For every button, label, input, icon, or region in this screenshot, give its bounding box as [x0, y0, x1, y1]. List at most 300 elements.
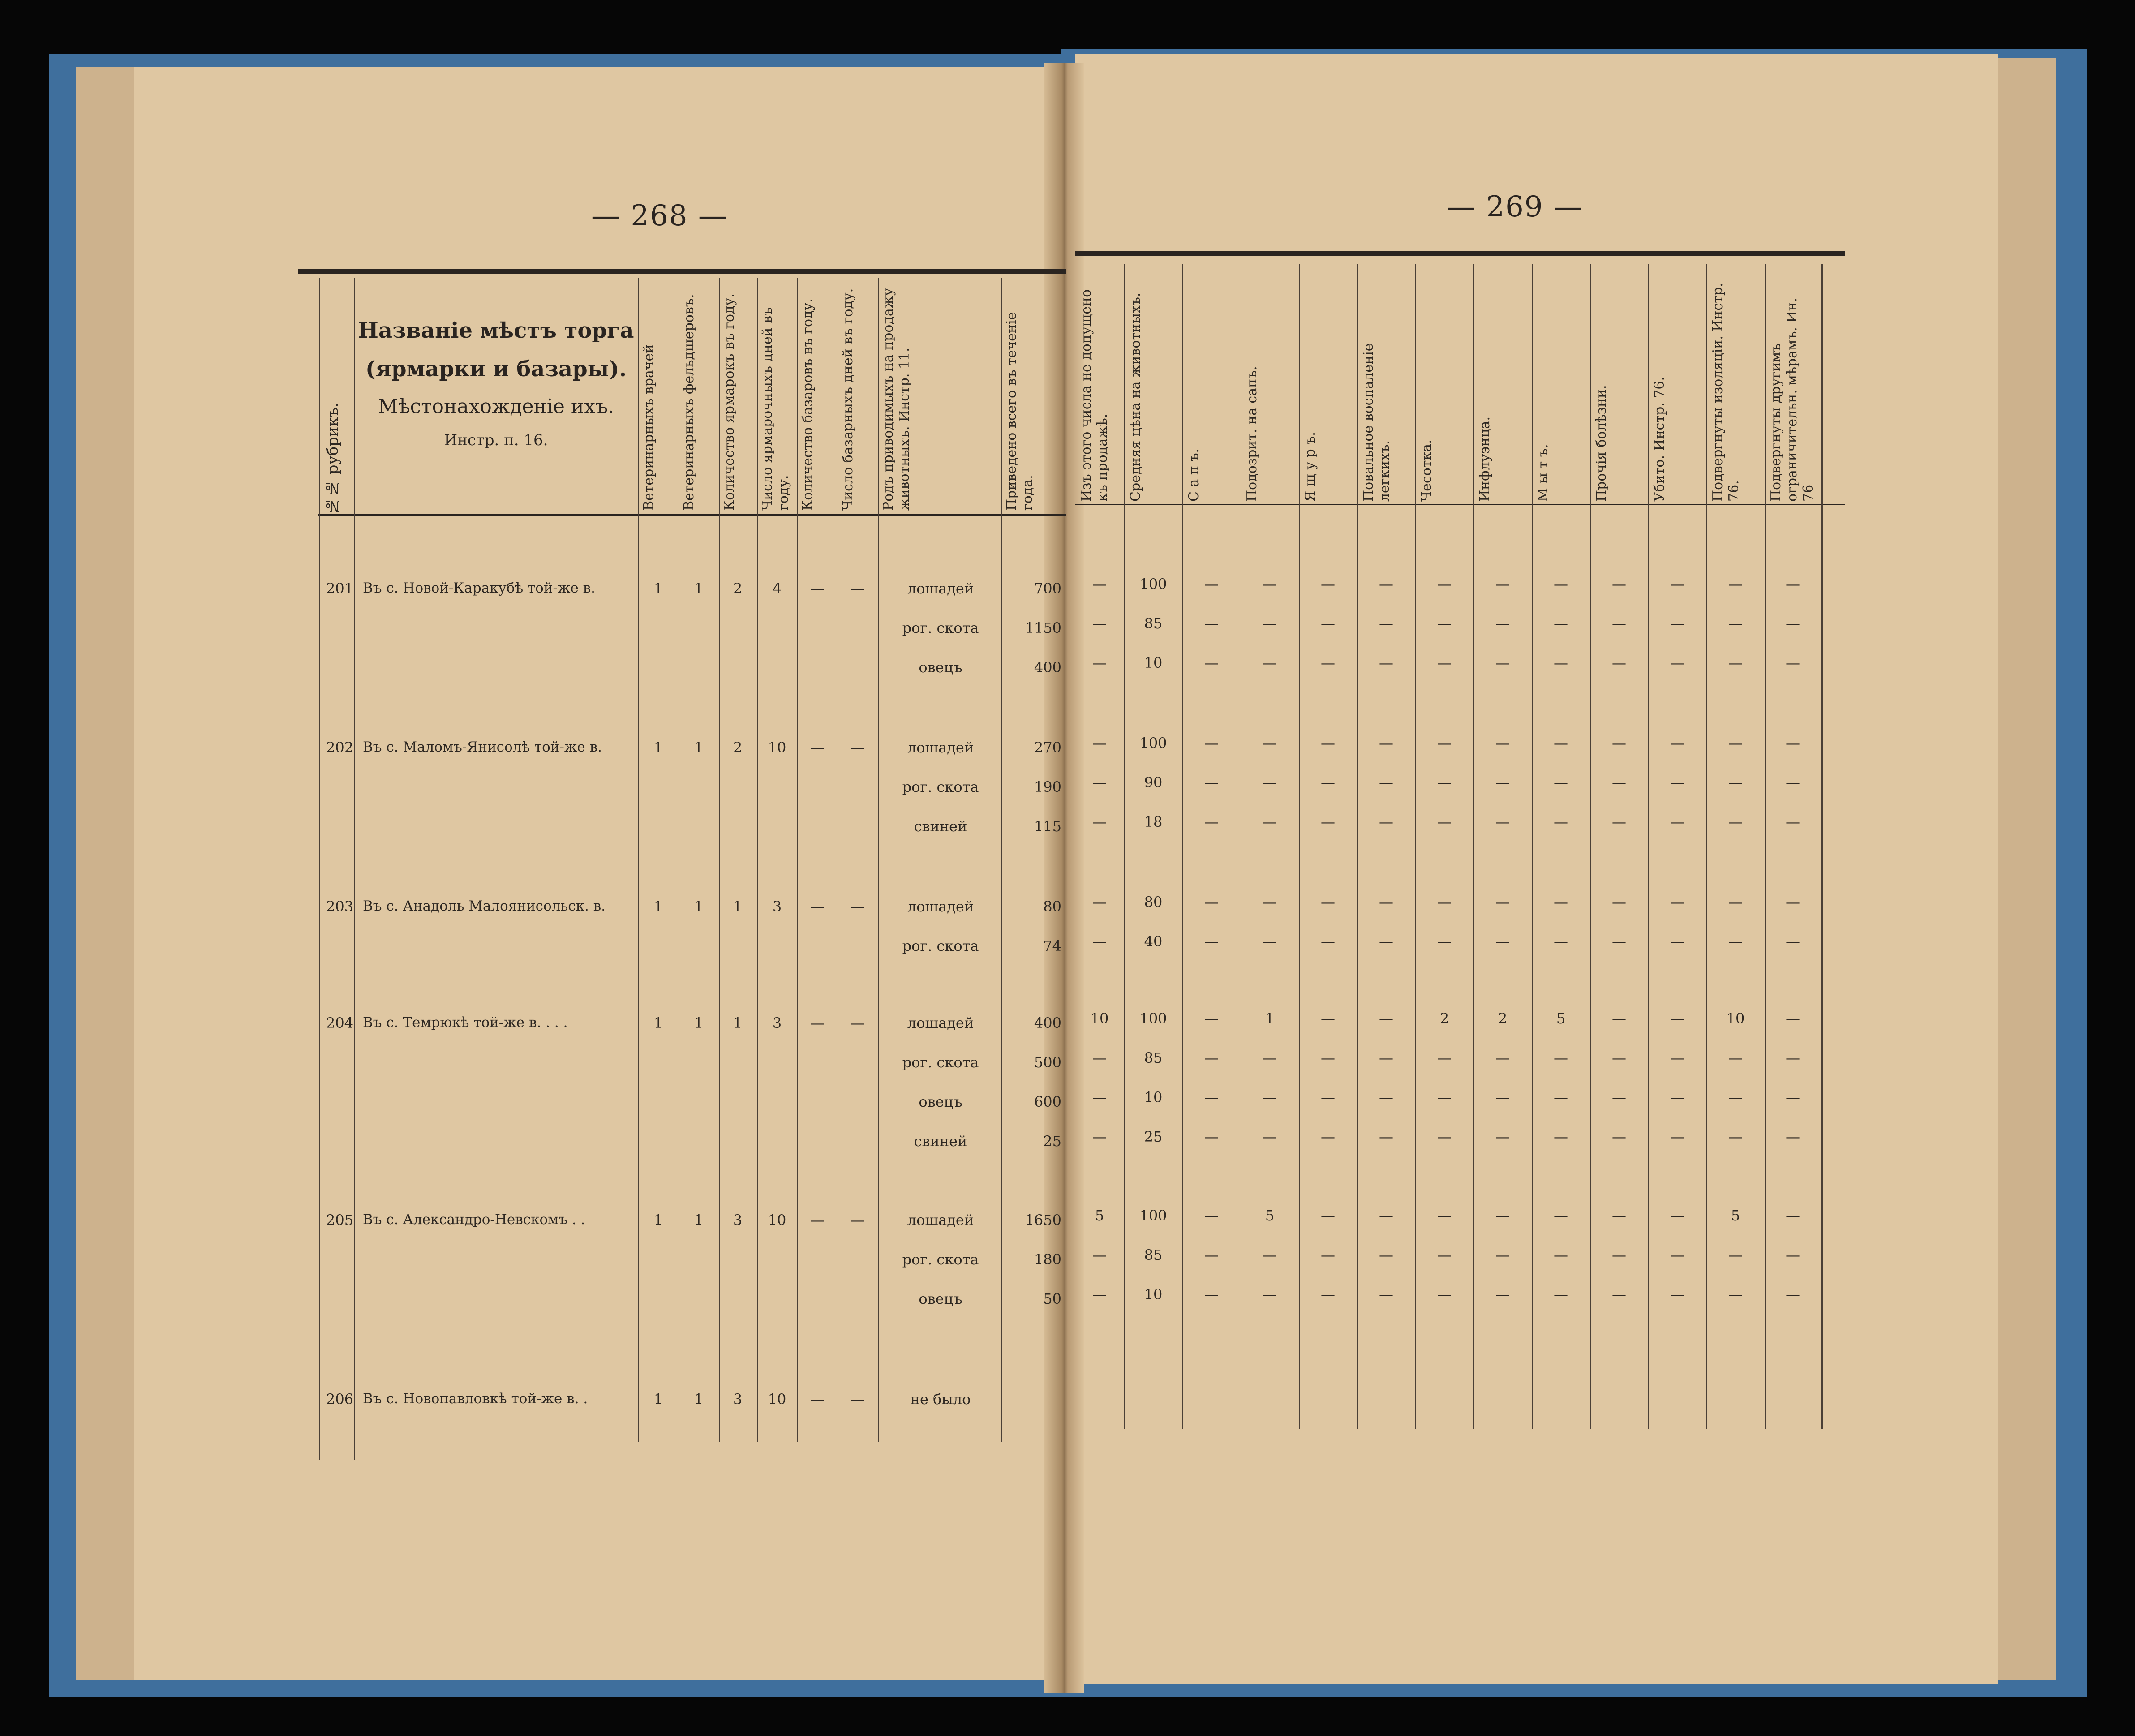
- right-col-line: [1415, 264, 1416, 1429]
- stat-cell: —: [1786, 1010, 1800, 1027]
- row-number: 204: [326, 1014, 354, 1031]
- stat-cell: —: [1495, 1246, 1510, 1263]
- animal-total: 1150: [1025, 619, 1061, 636]
- stat-cell: —: [1554, 1089, 1568, 1106]
- left-col-line: [797, 278, 798, 1442]
- stat-cell: —: [1204, 654, 1219, 671]
- right-col-line: [1706, 264, 1707, 1429]
- stat-cell: —: [1554, 615, 1568, 632]
- stat-cell: —: [1437, 615, 1452, 632]
- stat-cell: 5: [1731, 1207, 1740, 1224]
- stat-cell: —: [1786, 1286, 1800, 1303]
- stat-cell: —: [1786, 576, 1800, 593]
- stat-cell: —: [1670, 654, 1684, 671]
- stat-cell: —: [1263, 933, 1277, 950]
- right-col-line: [1590, 264, 1591, 1429]
- left-col-line: [354, 278, 355, 1460]
- stat-cell: —: [1612, 654, 1626, 671]
- count-cell: 1: [653, 898, 663, 915]
- stat-cell: —: [1670, 1207, 1684, 1224]
- row-number: 202: [326, 739, 354, 756]
- stat-cell: —: [1379, 813, 1393, 830]
- stat-cell: —: [1495, 1128, 1510, 1145]
- header-column-label: М ы т ъ.: [1535, 444, 1551, 502]
- stat-cell: —: [1204, 576, 1219, 593]
- animal-kind: не было: [910, 1391, 971, 1408]
- stat-cell: 85: [1144, 615, 1163, 632]
- animal-kind: лошадей: [907, 739, 974, 756]
- stat-cell: —: [1495, 894, 1510, 911]
- stat-cell: —: [1670, 1246, 1684, 1263]
- stat-cell: —: [1204, 774, 1219, 791]
- stat-cell: —: [1092, 933, 1107, 950]
- stat-cell: —: [1495, 813, 1510, 830]
- stat-cell: —: [1379, 1089, 1393, 1106]
- header-column-label: Я щ у р ъ.: [1302, 432, 1318, 502]
- header-title-line-1: Названіе мѣстъ торга: [358, 318, 634, 343]
- stat-cell: —: [1786, 735, 1800, 752]
- stat-cell: —: [1554, 1246, 1568, 1263]
- header-column-label: Ветеринарныхъ фельдшеровъ.: [681, 294, 697, 511]
- stat-cell: —: [1786, 933, 1800, 950]
- header-column-label: Подвергнуты другимъ ограничительн. мѣрамъ. Ин. 76: [1768, 297, 1816, 502]
- stat-cell: —: [1728, 933, 1743, 950]
- stat-cell: —: [1670, 1049, 1684, 1066]
- stat-cell: —: [1321, 774, 1335, 791]
- place-name: Въ с. Маломъ-Янисолѣ той-же в.: [363, 739, 602, 755]
- count-cell: 1: [653, 1391, 663, 1408]
- stat-cell: —: [1379, 933, 1393, 950]
- count-cell: —: [810, 1212, 825, 1229]
- count-cell: 1: [653, 580, 663, 597]
- stat-cell: —: [1728, 1049, 1743, 1066]
- place-name: Въ с. Анадоль Малоянисольск. в.: [363, 898, 606, 914]
- row-number: 206: [326, 1391, 354, 1408]
- stat-cell: —: [1612, 933, 1626, 950]
- stat-cell: —: [1786, 1246, 1800, 1263]
- stat-cell: —: [1786, 1089, 1800, 1106]
- header-column-label: Инфлуэнца.: [1477, 417, 1493, 502]
- stat-cell: —: [1554, 654, 1568, 671]
- header-column-label: Приведено всего въ теченіе года.: [1004, 312, 1035, 511]
- animal-total: 180: [1034, 1251, 1061, 1268]
- stat-cell: 5: [1556, 1010, 1566, 1027]
- stat-cell: —: [1786, 774, 1800, 791]
- stat-cell: —: [1204, 1049, 1219, 1066]
- stat-cell: 90: [1144, 774, 1163, 791]
- stat-cell: —: [1321, 1128, 1335, 1145]
- stat-cell: —: [1379, 654, 1393, 671]
- stat-cell: —: [1612, 774, 1626, 791]
- stat-cell: —: [1612, 1207, 1626, 1224]
- stat-cell: —: [1495, 1049, 1510, 1066]
- stat-cell: —: [1786, 813, 1800, 830]
- stat-cell: —: [1321, 615, 1335, 632]
- right-col-line: [1765, 264, 1766, 1429]
- stat-cell: —: [1092, 1049, 1107, 1066]
- stat-cell: —: [1321, 576, 1335, 593]
- header-title-block: [354, 318, 638, 449]
- stat-cell: —: [1670, 735, 1684, 752]
- stat-cell: —: [1612, 1286, 1626, 1303]
- stat-cell: —: [1263, 735, 1277, 752]
- stat-cell: —: [1495, 774, 1510, 791]
- stat-cell: —: [1263, 615, 1277, 632]
- stat-cell: —: [1786, 1207, 1800, 1224]
- right-col-line: [1299, 264, 1300, 1429]
- stat-cell: —: [1437, 576, 1452, 593]
- count-cell: 1: [653, 739, 663, 756]
- count-cell: 2: [733, 739, 743, 756]
- stat-cell: —: [1786, 1128, 1800, 1145]
- stat-cell: —: [1263, 1128, 1277, 1145]
- header-rubric: №№ рубрикъ.: [324, 402, 342, 515]
- stat-cell: —: [1092, 1246, 1107, 1263]
- stat-cell: —: [1437, 774, 1452, 791]
- animal-total: 700: [1034, 580, 1061, 597]
- stat-cell: —: [1204, 1286, 1219, 1303]
- animal-total: 500: [1034, 1054, 1061, 1071]
- stat-cell: 10: [1726, 1010, 1745, 1027]
- right-col-line: [1473, 264, 1474, 1429]
- stat-cell: —: [1786, 654, 1800, 671]
- stat-cell: —: [1379, 576, 1393, 593]
- count-cell: —: [810, 739, 825, 756]
- stat-cell: 18: [1144, 813, 1163, 830]
- stat-cell: —: [1092, 774, 1107, 791]
- stat-cell: —: [1728, 774, 1743, 791]
- count-cell: 3: [733, 1212, 743, 1229]
- stat-cell: —: [1204, 1207, 1219, 1224]
- count-cell: 1: [694, 739, 704, 756]
- animal-total: 74: [1043, 937, 1061, 954]
- stat-cell: —: [1321, 1010, 1335, 1027]
- stat-cell: —: [1092, 576, 1107, 593]
- animal-kind: лошадей: [907, 1014, 974, 1031]
- stat-cell: —: [1495, 1207, 1510, 1224]
- stat-cell: —: [1379, 1049, 1393, 1066]
- stat-cell: —: [1321, 654, 1335, 671]
- header-column-label: Количество базаровъ въ году.: [800, 298, 816, 511]
- left-table-top-rule: [298, 269, 1066, 274]
- stat-cell: —: [1554, 1128, 1568, 1145]
- stat-cell: —: [1612, 813, 1626, 830]
- stat-cell: —: [1728, 894, 1743, 911]
- animal-kind: рог. скота: [902, 1251, 979, 1268]
- animal-kind: свиней: [914, 818, 967, 835]
- header-column-label: Подозрит. на сапъ.: [1244, 366, 1260, 502]
- stat-cell: —: [1379, 615, 1393, 632]
- stat-cell: 100: [1139, 1207, 1167, 1224]
- animal-kind: овецъ: [919, 1093, 962, 1110]
- left-col-line: [757, 278, 758, 1442]
- count-cell: 1: [653, 1212, 663, 1229]
- stat-cell: —: [1379, 1246, 1393, 1263]
- stat-cell: —: [1495, 735, 1510, 752]
- stat-cell: —: [1670, 1286, 1684, 1303]
- right-table-border: [1821, 264, 1823, 1429]
- count-cell: 3: [772, 1014, 782, 1031]
- row-number: 205: [326, 1212, 354, 1229]
- animal-kind: овецъ: [919, 659, 962, 676]
- animal-total: 400: [1034, 659, 1061, 676]
- stat-cell: —: [1437, 813, 1452, 830]
- stat-cell: 5: [1265, 1207, 1275, 1224]
- animal-kind: лошадей: [907, 1212, 974, 1229]
- stat-cell: —: [1204, 1246, 1219, 1263]
- stat-cell: —: [1321, 813, 1335, 830]
- stat-cell: —: [1670, 576, 1684, 593]
- header-column-label: Количество ярмарокъ въ году.: [722, 293, 737, 511]
- stat-cell: —: [1728, 654, 1743, 671]
- stat-cell: —: [1204, 615, 1219, 632]
- stat-cell: —: [1321, 1286, 1335, 1303]
- count-cell: —: [851, 580, 865, 597]
- stat-cell: —: [1612, 735, 1626, 752]
- header-column-label: Повальное воспаленіе легкихъ.: [1361, 343, 1392, 502]
- stat-cell: —: [1263, 1049, 1277, 1066]
- animal-kind: рог. скота: [902, 778, 979, 795]
- right-col-line: [1357, 264, 1358, 1429]
- stat-cell: —: [1670, 774, 1684, 791]
- animal-kind: свиней: [914, 1133, 967, 1150]
- left-col-line: [638, 278, 639, 1442]
- stat-cell: 85: [1144, 1049, 1163, 1066]
- stat-cell: —: [1263, 1286, 1277, 1303]
- count-cell: —: [810, 1014, 825, 1031]
- stat-cell: —: [1554, 933, 1568, 950]
- stat-cell: 100: [1139, 1010, 1167, 1027]
- stat-cell: —: [1670, 813, 1684, 830]
- stat-cell: —: [1728, 813, 1743, 830]
- count-cell: 1: [694, 1391, 704, 1408]
- stat-cell: —: [1437, 894, 1452, 911]
- animal-kind: рог. скота: [902, 937, 979, 954]
- header-title-line-2: (ярмарки и базары).: [365, 357, 627, 382]
- header-column-label: Подвергнуты изоляціи. Инстр. 76.: [1710, 283, 1742, 502]
- count-cell: —: [851, 1014, 865, 1031]
- stat-cell: —: [1728, 735, 1743, 752]
- header-column-label: Изъ этого числа не допущено къ продажѣ.: [1078, 289, 1110, 502]
- left-col-line: [719, 278, 720, 1442]
- place-name: Въ с. Новопавловкѣ той-же в. .: [363, 1391, 588, 1407]
- right-table-top-rule: [1075, 251, 1845, 256]
- count-cell: —: [810, 580, 825, 597]
- stat-cell: —: [1321, 735, 1335, 752]
- row-number: 203: [326, 898, 354, 915]
- stat-cell: —: [1437, 735, 1452, 752]
- count-cell: 10: [768, 1391, 786, 1408]
- stat-cell: 10: [1144, 1286, 1163, 1303]
- right-page-edges: [1989, 58, 2056, 1680]
- count-cell: 1: [694, 580, 704, 597]
- stat-cell: 100: [1139, 735, 1167, 752]
- stat-cell: —: [1495, 933, 1510, 950]
- count-cell: 10: [768, 1212, 786, 1229]
- stat-cell: —: [1321, 1049, 1335, 1066]
- stat-cell: —: [1670, 615, 1684, 632]
- stat-cell: —: [1263, 813, 1277, 830]
- stat-cell: —: [1437, 1049, 1452, 1066]
- stat-cell: —: [1612, 1246, 1626, 1263]
- stat-cell: —: [1263, 1089, 1277, 1106]
- count-cell: —: [851, 739, 865, 756]
- animal-kind: лошадей: [907, 898, 974, 915]
- stat-cell: —: [1379, 1286, 1393, 1303]
- stat-cell: —: [1612, 615, 1626, 632]
- stat-cell: —: [1204, 1128, 1219, 1145]
- left-table-border: [319, 278, 320, 1460]
- stat-cell: —: [1786, 894, 1800, 911]
- row-number: 201: [326, 580, 354, 597]
- stat-cell: —: [1612, 576, 1626, 593]
- animal-kind: лошадей: [907, 580, 974, 597]
- header-column-label: Число базарныхъ дней въ году.: [840, 288, 856, 511]
- animal-total: 270: [1034, 739, 1061, 756]
- stat-cell: 80: [1144, 894, 1163, 911]
- stat-cell: —: [1728, 576, 1743, 593]
- stat-cell: —: [1263, 576, 1277, 593]
- stat-cell: —: [1379, 894, 1393, 911]
- stat-cell: —: [1437, 1089, 1452, 1106]
- right-col-line: [1182, 264, 1183, 1429]
- header-column-label: Чесотка.: [1419, 439, 1435, 502]
- stat-cell: —: [1728, 1128, 1743, 1145]
- place-name: Въ с. Новой-Каракубѣ той-же в.: [363, 580, 595, 596]
- stat-cell: 25: [1144, 1128, 1163, 1145]
- stat-cell: —: [1554, 774, 1568, 791]
- stat-cell: —: [1092, 615, 1107, 632]
- stat-cell: —: [1092, 1286, 1107, 1303]
- header-title-line-3: Мѣстонахожденіе ихъ.: [378, 395, 614, 418]
- animal-total: 80: [1043, 898, 1061, 915]
- count-cell: 2: [733, 580, 743, 597]
- stat-cell: —: [1437, 933, 1452, 950]
- stat-cell: —: [1204, 813, 1219, 830]
- count-cell: —: [851, 898, 865, 915]
- count-cell: 4: [772, 580, 782, 597]
- count-cell: 1: [733, 898, 743, 915]
- stat-cell: —: [1728, 1286, 1743, 1303]
- header-column-label: Прочія болѣзни.: [1594, 385, 1609, 502]
- count-cell: 1: [653, 1014, 663, 1031]
- stat-cell: 10: [1090, 1010, 1109, 1027]
- stat-cell: —: [1554, 1049, 1568, 1066]
- stat-cell: —: [1321, 1089, 1335, 1106]
- stat-cell: —: [1092, 813, 1107, 830]
- header-column-label: Родъ приводимыхъ на продажу животныхъ. Инстр. 11.: [881, 288, 912, 511]
- stat-cell: —: [1437, 1207, 1452, 1224]
- stat-cell: —: [1263, 654, 1277, 671]
- stat-cell: —: [1554, 1286, 1568, 1303]
- stat-cell: —: [1612, 1128, 1626, 1145]
- stat-cell: —: [1321, 1246, 1335, 1263]
- stat-cell: 10: [1144, 654, 1163, 671]
- stat-cell: 2: [1498, 1010, 1508, 1027]
- count-cell: 3: [772, 898, 782, 915]
- animal-kind: овецъ: [919, 1290, 962, 1307]
- stat-cell: —: [1495, 1089, 1510, 1106]
- stat-cell: —: [1263, 774, 1277, 791]
- stat-cell: —: [1437, 1128, 1452, 1145]
- count-cell: 3: [733, 1391, 743, 1408]
- animal-total: 400: [1034, 1014, 1061, 1031]
- stat-cell: —: [1379, 774, 1393, 791]
- header-title-line-4: Инстр. п. 16.: [444, 431, 548, 449]
- stat-cell: —: [1554, 735, 1568, 752]
- stat-cell: —: [1263, 894, 1277, 911]
- stat-cell: —: [1670, 1128, 1684, 1145]
- stat-cell: —: [1670, 894, 1684, 911]
- animal-total: 190: [1034, 778, 1061, 795]
- count-cell: —: [810, 898, 825, 915]
- stat-cell: —: [1321, 1207, 1335, 1224]
- stat-cell: 1: [1265, 1010, 1275, 1027]
- page-number-right: — 269 —: [1447, 190, 1583, 223]
- count-cell: 1: [733, 1014, 743, 1031]
- stat-cell: —: [1379, 735, 1393, 752]
- right-col-line: [1124, 264, 1125, 1429]
- stat-cell: —: [1204, 1089, 1219, 1106]
- right-col-line: [1648, 264, 1649, 1429]
- stat-cell: —: [1612, 1010, 1626, 1027]
- animal-kind: рог. скота: [902, 1054, 979, 1071]
- stat-cell: —: [1204, 735, 1219, 752]
- header-column-label: Средняя цѣна на животныхъ.: [1128, 292, 1143, 502]
- left-col-line: [1001, 278, 1002, 1442]
- stat-cell: —: [1204, 933, 1219, 950]
- stat-cell: —: [1670, 1089, 1684, 1106]
- stat-cell: —: [1612, 1089, 1626, 1106]
- stat-cell: —: [1437, 1246, 1452, 1263]
- stat-cell: —: [1670, 1010, 1684, 1027]
- count-cell: —: [851, 1391, 865, 1408]
- stat-cell: —: [1554, 894, 1568, 911]
- animal-kind: рог. скота: [902, 619, 979, 636]
- count-cell: 1: [694, 898, 704, 915]
- stat-cell: 100: [1139, 576, 1167, 593]
- stat-cell: 40: [1144, 933, 1163, 950]
- place-name: Въ с. Александро-Невскомъ . .: [363, 1212, 585, 1228]
- stat-cell: —: [1495, 654, 1510, 671]
- stat-cell: —: [1728, 1246, 1743, 1263]
- stat-cell: —: [1092, 735, 1107, 752]
- header-column-label: Ветеринарныхъ врачей: [641, 344, 657, 511]
- place-name: Въ с. Темрюкѣ той-же в. . . .: [363, 1014, 568, 1031]
- header-column-label: С а п ъ.: [1186, 448, 1202, 502]
- stat-cell: —: [1612, 1049, 1626, 1066]
- count-cell: 1: [694, 1212, 704, 1229]
- stat-cell: 5: [1095, 1207, 1104, 1224]
- stat-cell: —: [1495, 1286, 1510, 1303]
- page-number-left: — 268 —: [591, 199, 728, 232]
- right-header-bottom-rule: [1075, 504, 1845, 505]
- stat-cell: —: [1786, 1049, 1800, 1066]
- header-column-label: Убито. Инстр. 76.: [1652, 376, 1667, 502]
- stat-cell: —: [1379, 1128, 1393, 1145]
- stat-cell: —: [1092, 894, 1107, 911]
- animal-total: 1650: [1025, 1212, 1061, 1229]
- stat-cell: —: [1437, 654, 1452, 671]
- animal-total: 600: [1034, 1093, 1061, 1110]
- stat-cell: —: [1554, 813, 1568, 830]
- stat-cell: —: [1670, 933, 1684, 950]
- stat-cell: 2: [1439, 1010, 1449, 1027]
- count-cell: 1: [694, 1014, 704, 1031]
- stat-cell: —: [1728, 1089, 1743, 1106]
- left-header-bottom-rule: [318, 514, 1066, 516]
- stat-cell: —: [1786, 615, 1800, 632]
